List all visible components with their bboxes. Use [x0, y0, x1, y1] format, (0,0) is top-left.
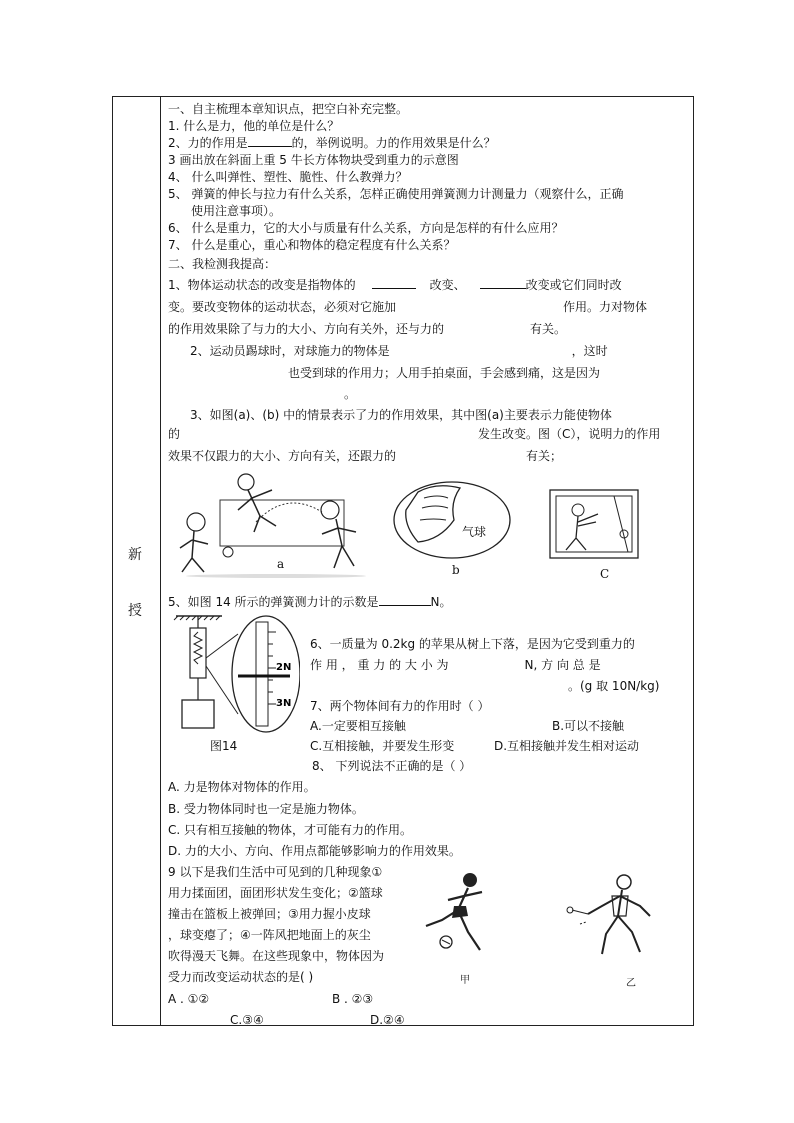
- figure-jia-kicker: [418, 870, 498, 962]
- problem-2-line1: [190, 343, 608, 359]
- problem-1-text-c: 改变或它们同时改: [525, 278, 622, 292]
- problem-8-option-a: A. 力是物体对物体的作用。: [168, 780, 316, 794]
- problem-1-line1: [168, 277, 622, 293]
- problem-6-line2: [310, 657, 601, 673]
- problem-9-line2: 用力揉面团，面团形状发生变化；②篮球: [168, 886, 383, 900]
- scale-3n-label: 3N: [276, 698, 292, 709]
- problem-7-option-b: B.可以不接触: [552, 719, 625, 733]
- answer-blank[interactable]: [372, 277, 416, 289]
- answer-blank[interactable]: [480, 277, 526, 289]
- problem-9-line5: 吹得漫天飞舞。在这些现象中，物体因为: [168, 949, 385, 963]
- problem-3-line3: [168, 448, 562, 464]
- column-divider: [160, 96, 161, 1026]
- problem-7-option-d: D.互相接触并发生相对运动: [494, 739, 640, 753]
- problem-2-text-b: ，这时: [571, 344, 608, 358]
- question-5-line1: 5、 弹簧的伸长与拉力有什么关系，怎样正确使用弹簧测力计测量力（观察什么，正确: [168, 187, 624, 201]
- problem-1-text-g: 有关。: [530, 322, 567, 336]
- figure-yi-player: [566, 872, 666, 964]
- problem-2-line3: 。: [344, 387, 357, 401]
- problem-1-line3: [168, 321, 566, 337]
- problem-9-line6: 受力而改变运动状态的是( ): [168, 970, 314, 984]
- problem-3-line2: [168, 426, 660, 442]
- question-1: 1. 什么是力，他的单位是什么？: [168, 119, 340, 133]
- problem-9-option-c: C.③④: [230, 1013, 264, 1027]
- figure-a-soccer: [176, 470, 376, 580]
- section2-heading: 二、我检测我提高：: [168, 257, 277, 271]
- section1-heading: 一、自主梳理本章知识点，把空白补充完整。: [168, 102, 409, 116]
- question-7: 7、 什么是重心，重心和物体的稳定程度有什么关系？: [168, 238, 456, 252]
- problem-6-line1: 6、一质量为 0.2kg 的苹果从树上下落，是因为它受到重力的: [310, 637, 635, 651]
- answer-blank[interactable]: [248, 135, 292, 147]
- problem-5-text-b: N。: [430, 595, 452, 609]
- problem-3-text-d: 效果不仅跟力的大小、方向有关，还跟力的: [168, 449, 397, 463]
- problem-9-line4: ，球变瘪了；④一阵风把地面上的灰尘: [168, 928, 371, 942]
- problem-2-text-a: 2、运动员踢球时，对球施力的物体是: [190, 344, 390, 358]
- problem-8: 8、 下列说法不正确的是（ ）: [312, 759, 472, 773]
- problem-6-text-c: N, 方 向 总 是: [524, 658, 601, 672]
- side-label-teach: 授: [128, 603, 142, 619]
- problem-9-option-d: D.②④: [370, 1013, 405, 1027]
- spring-scale-figure: [172, 614, 300, 734]
- figure-b-label: b: [452, 563, 460, 577]
- question-3: 3 画出放在斜面上重 5 牛长方体物块受到重力的示意图: [168, 153, 459, 167]
- problem-3-text-e: 有关；: [526, 449, 563, 463]
- problem-9-line1: 9 以下是我们生活中可见到的几种现象①: [168, 865, 383, 879]
- question-4: 4、 什么叫弹性、塑性、脆性、什么教弹力？: [168, 170, 408, 184]
- problem-5-text-a: 5、如图 14 所示的弹簧测力计的示数是: [168, 595, 379, 609]
- scale-2n-label: 2N: [276, 662, 292, 673]
- problem-7-option-a: A.一定要相互接触: [310, 719, 406, 733]
- figure-c-door: [548, 488, 640, 560]
- figure-jia-label: 甲: [460, 975, 470, 986]
- question-2-part2: 的，举例说明。力的作用效果是什么？: [291, 136, 496, 150]
- problem-8-option-d: D. 力的大小、方向、作用点都能够影响力的作用效果。: [168, 844, 461, 858]
- problem-6-text-b: 作 用 ， 重 力 的 大 小 为: [310, 658, 449, 672]
- problem-3-text-c: 发生改变。图（C），说明力的作用: [478, 427, 661, 441]
- problem-1-text-d: 变。要改变物体的运动状态，必须对它施加: [168, 300, 397, 314]
- problem-6-line3: 。(g 取 10N/kg): [568, 679, 660, 693]
- problem-1-text-f: 的作用效果除了与力的大小、方向有关外，还与力的: [168, 322, 445, 336]
- problem-9-option-b: B . ②③: [332, 992, 374, 1006]
- problem-1-text-b: 改变、: [429, 278, 466, 292]
- figure-a-label: a: [277, 557, 285, 571]
- problem-1-text-a: 1、物体运动状态的改变是指物体的: [168, 278, 356, 292]
- figure-14-label: 图14: [210, 739, 238, 753]
- question-2-part1: 2、力的作用是: [168, 136, 248, 150]
- problem-9-line3: 撞击在篮板上被弹回；③用力握小皮球: [168, 907, 371, 921]
- balloon-text: 气球: [462, 525, 487, 539]
- problem-8-option-c: C. 只有相互接触的物体，才可能有力的作用。: [168, 823, 413, 837]
- question-2: [168, 135, 496, 151]
- problem-3-line1: 3、如图(a)、(b) 中的情景表示了力的作用效果，其中图(a)主要表示力能使物体: [190, 408, 612, 422]
- question-6: 6、 什么是重力，它的大小与质量有什么关系，方向是怎样的有什么应用？: [168, 221, 564, 235]
- problem-1-line2: [168, 299, 647, 315]
- problem-3-text-b: 的: [168, 427, 181, 441]
- problem-8-option-b: B. 受力物体同时也一定是施力物体。: [168, 802, 364, 816]
- figure-b-balloon: [388, 480, 516, 562]
- problem-7-option-c: C.互相接触，并要发生形变: [310, 739, 455, 753]
- problem-5: [168, 594, 452, 610]
- figure-c-label: C: [600, 567, 610, 581]
- problem-7: 7、两个物体间有力的作用时（ ）: [310, 699, 490, 713]
- figure-yi-label: 乙: [626, 978, 636, 989]
- answer-blank[interactable]: [379, 594, 431, 606]
- problem-2-line2: 也受到球的作用力；人用手拍桌面，手会感到痛，这是因为: [288, 366, 601, 380]
- question-5-line2: 使用注意事项）。: [191, 204, 282, 218]
- problem-9-option-a: A . ①②: [168, 992, 210, 1006]
- problem-1-text-e: 作用。力对物体: [563, 300, 648, 314]
- side-label-new: 新: [128, 547, 142, 563]
